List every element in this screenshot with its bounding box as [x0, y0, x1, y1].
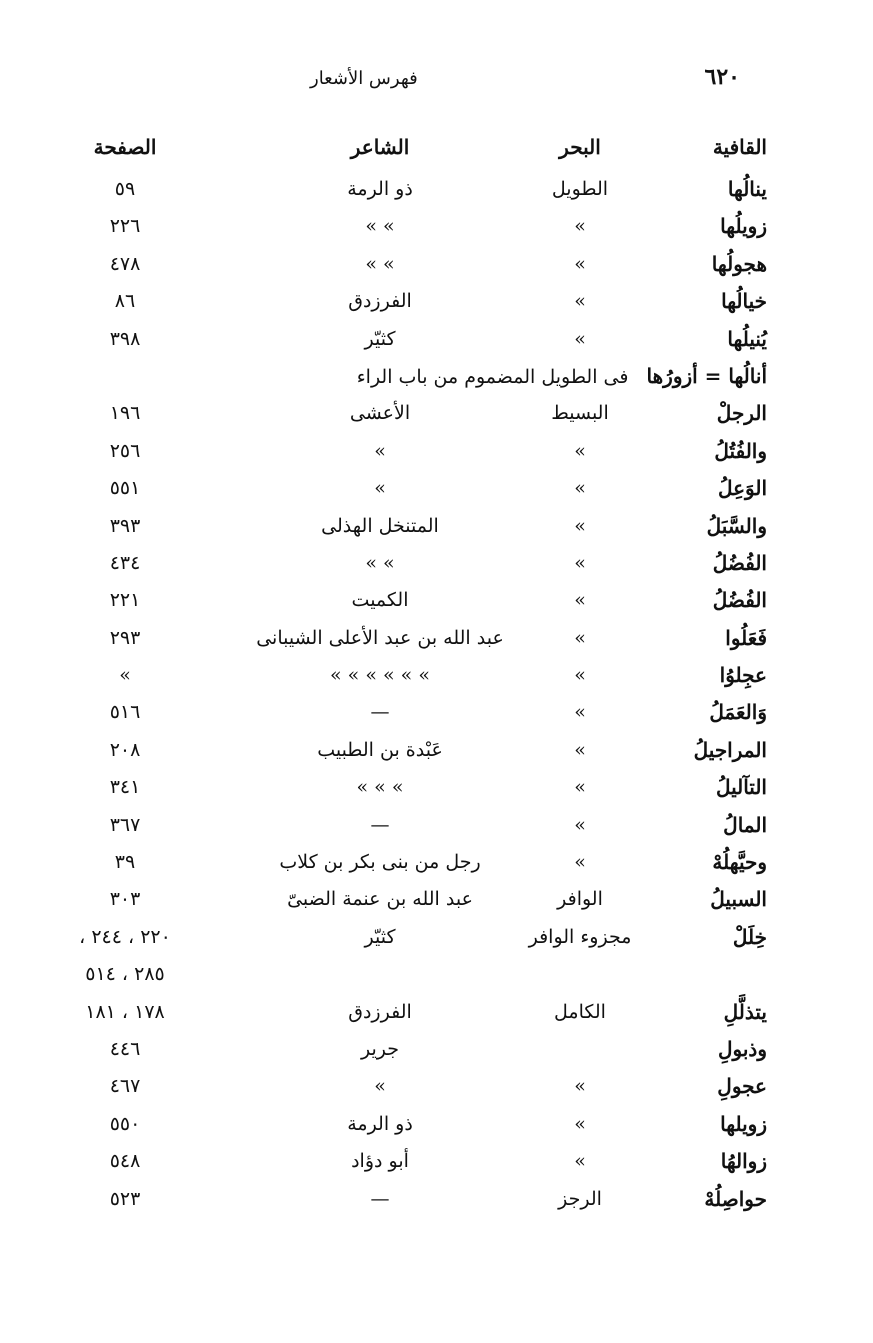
cross-reference-rhyme: أنالُها = أزورُها: [646, 363, 767, 388]
meter-cell: »: [574, 1075, 586, 1098]
table-row: [0, 436, 873, 473]
meter-cell: »: [574, 664, 586, 687]
poet-cell: ذو الرمة: [347, 178, 413, 200]
table-row: [0, 997, 873, 1034]
cross-reference-row: [0, 361, 873, 398]
rhyme-cell: الوَعِلُ: [717, 476, 767, 501]
meter-cell: »: [574, 252, 586, 275]
column-header-page: الصفحة: [93, 135, 157, 159]
table-row: [0, 884, 873, 921]
poet-cell: —: [370, 1187, 390, 1210]
rhyme-cell: وذبولِ: [718, 1036, 767, 1061]
poet-cell: —: [370, 701, 390, 724]
page-cell: ٨٦: [114, 290, 136, 313]
table-row: [0, 511, 873, 548]
poet-cell: كثيّر: [364, 327, 396, 350]
table-row: [0, 1146, 873, 1183]
rhyme-cell: الفُضُلُ: [712, 588, 767, 613]
table-row: [0, 735, 873, 772]
table-row: [0, 660, 873, 697]
poet-cell: الكميت: [351, 589, 409, 612]
table-row: [0, 211, 873, 248]
poet-cell: —: [370, 813, 390, 836]
poet-cell: » » » » » »: [330, 664, 430, 687]
meter-cell: البسيط: [551, 402, 609, 425]
poet-cell: » »: [365, 252, 395, 275]
table-row: [0, 548, 873, 585]
table-row: [0, 249, 873, 286]
table-row: [0, 1184, 873, 1221]
rhyme-cell: الرجلْ: [716, 401, 767, 426]
cross-reference-note: [357, 361, 767, 392]
poet-cell: »: [374, 1075, 386, 1098]
meter-cell: الرجز: [558, 1187, 602, 1210]
poet-cell: أبو دؤاد: [351, 1150, 409, 1173]
meter-cell: »: [574, 589, 586, 612]
poet-cell: رجل من بنى بكر بن كلاب: [279, 851, 481, 874]
poetry-index-table: [0, 132, 873, 1221]
rhyme-cell: زوالهُا: [720, 1149, 767, 1174]
table-row: [0, 623, 873, 660]
rhyme-cell: المالُ: [723, 812, 767, 837]
poet-cell: عَبْدة بن الطبيب: [317, 738, 443, 761]
page-cell: ٥٢٣: [109, 1187, 141, 1210]
page-cell: ٢٢١: [109, 589, 141, 612]
page-cell: ٣٩٣: [109, 514, 141, 537]
page-cell: ٢٠٨: [109, 738, 141, 761]
page-cell: ٢٩٣: [109, 626, 141, 649]
cross-reference-text: فى الطويل المضموم من باب الراء: [356, 365, 629, 388]
rhyme-cell: خيالُها: [721, 289, 767, 314]
page-cell: »: [119, 664, 131, 687]
rhyme-cell: خِلَلْ: [732, 924, 767, 949]
page-cell: ٣٩٨: [109, 327, 141, 350]
page-cell: ٥٥٠: [109, 1112, 141, 1135]
meter-cell: »: [574, 738, 586, 761]
table-row-continuation: [0, 959, 873, 996]
table-row: [0, 398, 873, 435]
page-cell: ١٧٨ ، ١٨١: [85, 1000, 165, 1023]
rhyme-cell: عجولِ: [717, 1074, 767, 1099]
table-row: [0, 1034, 873, 1071]
rhyme-cell: زويلها: [720, 1111, 767, 1136]
table-row: [0, 585, 873, 622]
meter-cell: »: [574, 851, 586, 874]
poet-cell: الأعشى: [349, 402, 411, 425]
table-row: [0, 922, 873, 959]
page-cell: ٤٦٧: [109, 1075, 141, 1098]
table-row: [0, 174, 873, 211]
meter-cell: »: [574, 1150, 586, 1173]
column-header-poet: الشاعر: [350, 135, 410, 159]
meter-cell: »: [574, 551, 586, 574]
meter-cell: »: [574, 626, 586, 649]
page-cell: ٢٨٥ ، ٥١٤: [85, 963, 165, 986]
meter-cell: مجزوء الوافر: [528, 925, 632, 948]
page-cell: ٥٥١: [109, 477, 141, 500]
rhyme-cell: وحيَّهلُهْ: [712, 850, 767, 875]
column-header-meter: البحر: [559, 135, 601, 159]
meter-cell: »: [574, 701, 586, 724]
poet-cell: عبد الله بن عبد الأعلى الشيبانى: [256, 626, 504, 649]
rhyme-cell: وَالعَمَلُ: [709, 700, 767, 725]
rhyme-cell: والفُتُلُ: [714, 438, 767, 463]
rhyme-cell: التآليلُ: [715, 775, 767, 800]
rhyme-cell: هجولُها: [711, 251, 767, 276]
meter-cell: »: [574, 813, 586, 836]
rhyme-cell: يتذلَّلِ: [723, 999, 767, 1024]
poet-cell: » »: [365, 215, 395, 238]
page-cell: ٢٥٦: [109, 439, 141, 462]
table-row: [0, 1109, 873, 1146]
poet-cell: » » »: [356, 776, 404, 799]
table-row: [0, 810, 873, 847]
meter-cell: »: [574, 215, 586, 238]
page-cell: ١٩٦: [109, 402, 141, 425]
page-cell: ٣٦٧: [109, 813, 141, 836]
table-row: [0, 772, 873, 809]
page-cell: ٥١٦: [109, 701, 141, 724]
running-title: فهرس الأشعار: [310, 68, 418, 89]
page-cell: ٤٧٨: [109, 252, 141, 275]
table-row: [0, 473, 873, 510]
meter-cell: الوافر: [557, 888, 603, 911]
meter-cell: »: [574, 1112, 586, 1135]
meter-cell: »: [574, 776, 586, 799]
poet-cell: الفرزدق: [348, 290, 412, 313]
poet-cell: » »: [365, 551, 395, 574]
poet-cell: »: [374, 439, 386, 462]
page-cell: ٢٢٦: [109, 215, 141, 238]
page-cell: ٢٢٠ ، ٢٤٤ ،: [79, 925, 171, 948]
page-cell: ٤٤٦: [109, 1037, 141, 1060]
page-cell: ٣٠٣: [109, 888, 141, 911]
running-header: [60, 64, 740, 98]
rhyme-cell: ينالُها: [727, 177, 767, 201]
rhyme-cell: يُنيلُها: [727, 326, 767, 351]
table-row: [0, 324, 873, 361]
page-cell: ٤٣٤: [109, 551, 141, 574]
meter-cell: »: [574, 514, 586, 537]
meter-cell: »: [574, 439, 586, 462]
meter-cell: الطويل: [551, 178, 609, 200]
rhyme-cell: المراجيلُ: [693, 737, 767, 762]
poet-cell: جرير: [361, 1037, 399, 1060]
rhyme-cell: والسَّبَلُ: [706, 513, 767, 538]
page-cell: ٣٩: [114, 851, 136, 874]
table-row: [0, 1071, 873, 1108]
meter-cell: الكامل: [554, 1000, 606, 1023]
poet-cell: »: [374, 477, 386, 500]
page-cell: ٥٤٨: [109, 1150, 141, 1173]
rhyme-cell: زويلُها: [720, 214, 767, 239]
page-cell: ٣٤١: [109, 776, 141, 799]
rhyme-cell: الفُضُلُ: [712, 550, 767, 575]
rhyme-cell: عجِلوُا: [719, 663, 767, 688]
rhyme-cell: السبيلُ: [710, 887, 767, 912]
rhyme-cell: فَعَلُوا: [725, 625, 767, 650]
meter-cell: »: [574, 477, 586, 500]
rhyme-cell: حواصِلُهْ: [704, 1186, 767, 1211]
meter-cell: »: [574, 290, 586, 313]
meter-cell: »: [574, 327, 586, 350]
table-row: [0, 847, 873, 884]
table-header-row: [0, 132, 873, 174]
poet-cell: ذو الرمة: [347, 1112, 413, 1135]
page-cell: ٥٩: [114, 178, 136, 200]
page-number: ٦٢٠: [704, 64, 740, 90]
poet-cell: كثيّر: [364, 925, 396, 948]
poet-cell: المتنخل الهذلى: [321, 514, 439, 537]
poet-cell: الفرزدق: [348, 1000, 412, 1023]
column-header-rhyme: القافية: [712, 135, 767, 159]
table-row: [0, 697, 873, 734]
poet-cell: عبد الله بن عنمة الضبىّ: [287, 888, 473, 911]
table-row: [0, 286, 873, 323]
